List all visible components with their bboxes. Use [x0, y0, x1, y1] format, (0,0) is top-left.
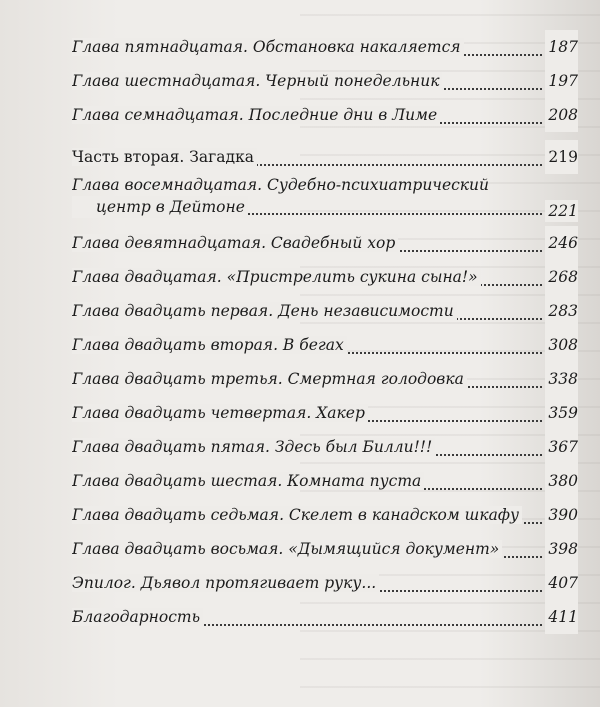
toc-entry-title-line1: Глава восемнадцатая. Судебно-психиатрический — [72, 176, 490, 194]
toc-entry-page: 308 — [545, 328, 578, 362]
toc-entry-title: Глава девятнадцатая. Свадебный хор — [72, 234, 398, 252]
toc-entry-title: Глава двадцать четвертая. Хакер — [72, 404, 368, 422]
toc-entry — [72, 328, 578, 362]
toc-entry — [72, 260, 578, 294]
toc-entry-title-line2: центр в Дейтоне — [72, 196, 248, 218]
toc-entry — [72, 30, 578, 64]
toc-entry-page: 407 — [545, 566, 578, 600]
toc-entry — [72, 294, 578, 328]
toc-entry-title: Глава семнадцатая. Последние дни в Лиме — [72, 106, 440, 124]
toc-entry-page: 283 — [545, 294, 578, 328]
toc-entry — [72, 396, 578, 430]
toc-entry — [72, 600, 578, 634]
toc-entry-page: 268 — [545, 260, 578, 294]
toc-entry — [72, 174, 578, 226]
toc-entry-title: Глава пятнадцатая. Обстановка накаляется — [72, 38, 464, 56]
table-of-contents — [72, 30, 578, 634]
toc-entry — [72, 532, 578, 566]
toc-entry-title: Глава двадцать первая. День независимости — [72, 302, 457, 320]
toc-entry-title: Глава двадцатая. «Пристрелить сукина сына!» — [72, 268, 481, 286]
toc-entry-page: 380 — [545, 464, 578, 498]
toc-entry-page: 338 — [545, 362, 578, 396]
toc-entry-title: Эпилог. Дьявол протягивает руку... — [72, 574, 379, 592]
toc-entry-page: 359 — [545, 396, 578, 430]
toc-entry — [72, 362, 578, 396]
toc-entry-title: Глава двадцать пятая. Здесь был Билли!!! — [72, 438, 435, 456]
toc-entry-page: 390 — [545, 498, 578, 532]
toc-entry — [72, 226, 578, 260]
toc-entry-page: 411 — [545, 600, 578, 634]
toc-entry — [72, 64, 578, 98]
toc-entry — [72, 98, 578, 132]
toc-entry-page: 367 — [545, 430, 578, 464]
toc-entry-page: 221 — [545, 200, 578, 222]
toc-entry — [72, 464, 578, 498]
toc-entry-title: Глава шестнадцатая. Черный понедельник — [72, 72, 442, 90]
toc-entry-page: 187 — [545, 30, 578, 64]
toc-entry-page: 398 — [545, 532, 578, 566]
toc-part-heading — [72, 140, 578, 174]
toc-entry — [72, 430, 578, 464]
toc-entry-page: 197 — [545, 64, 578, 98]
toc-entry-title: Глава двадцать третья. Смертная голодовка — [72, 370, 467, 388]
toc-entry-page: 208 — [545, 98, 578, 132]
toc-entry — [72, 566, 578, 600]
toc-entry-page: 246 — [545, 226, 578, 260]
toc-entry-page: 219 — [545, 140, 578, 174]
toc-entry-title: Часть вторая. Загадка — [72, 148, 257, 166]
toc-entry-title: Глава двадцать вторая. В бегах — [72, 336, 347, 354]
toc-entry — [72, 498, 578, 532]
toc-entry-title: Глава двадцать шестая. Комната пуста — [72, 472, 424, 490]
toc-entry-title: Благодарность — [72, 608, 203, 626]
toc-entry-title: Глава двадцать восьмая. «Дымящийся документ» — [72, 540, 502, 558]
toc-entry-title: Глава двадцать седьмая. Скелет в канадском шкафу — [72, 506, 522, 524]
